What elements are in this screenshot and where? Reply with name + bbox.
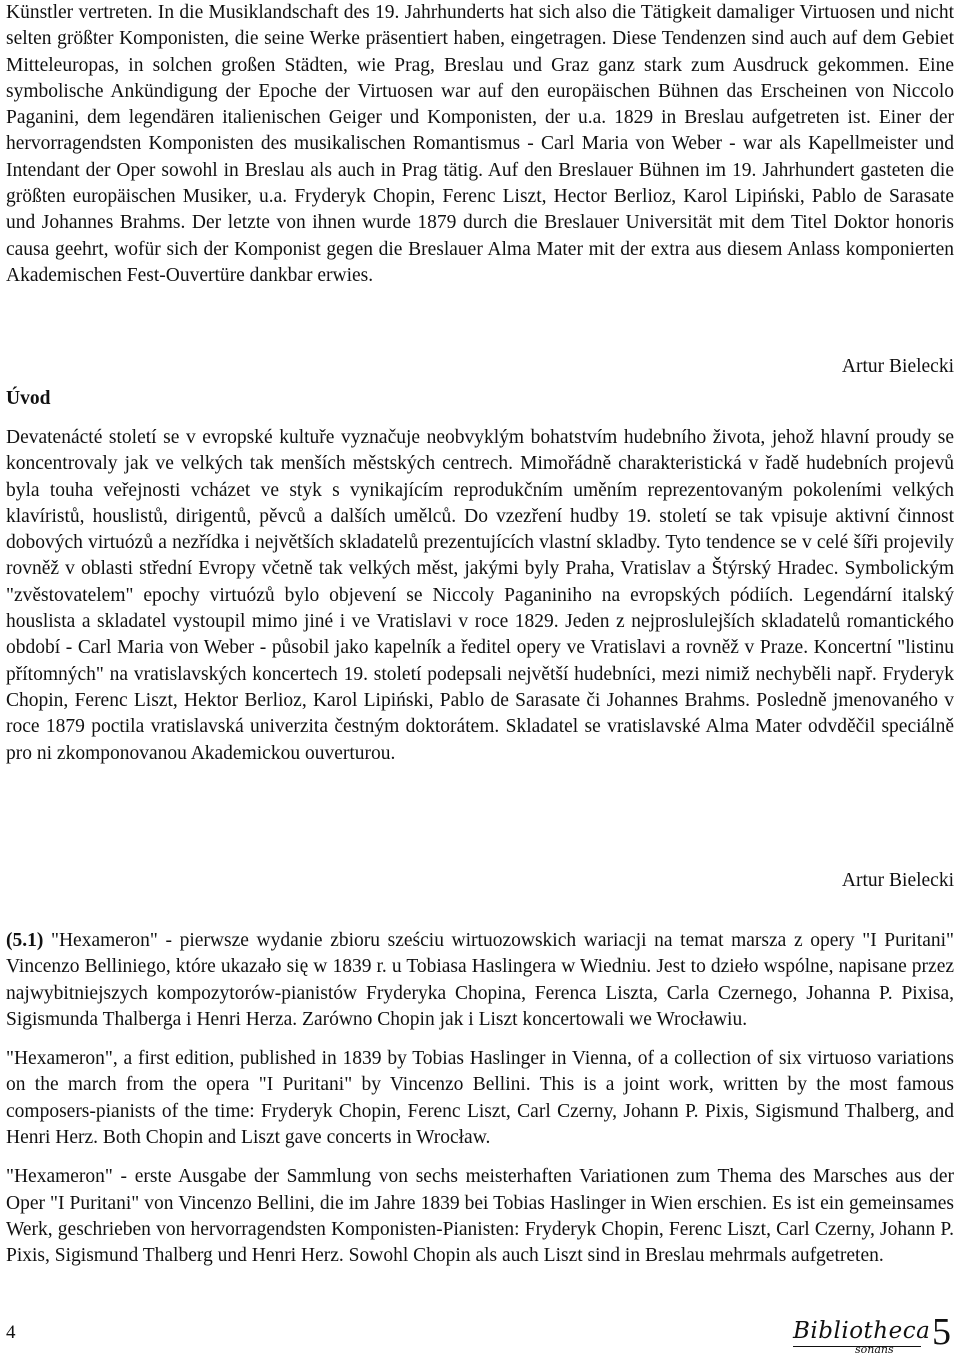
caption-number: (5.1) — [6, 930, 44, 951]
caption-polish-text: "Hexameron" - pierwsze wydanie zbioru sześciu wirtuozowskich wariacji na temat marsza z opery "I Puritani" Vincenzo Belliniego, które ukazało się w 1839 r. u Tobiasa Haslingera w Wiedniu. Jest to dzieło wspólne, napisane przez najwybitniejszych kompozytorów-pianistów Fryderyka Chopina, Ferenca Liszta, Carla Czernego, Johanna P. Pixisa, Sigismunda Thalberga i Henri Herza. Zarówno Chopin jak i Liszt koncertowali we Wrocławiu. — [6, 930, 955, 1030]
german-text-block — [6, 0, 954, 289]
page-number-left: 4 — [6, 1322, 16, 1343]
czech-paragraph: Devatenácté století se v evropské kultuře vyznačuje neobvyklým bohatstvím hudebního života, jehož hlavní proudy se koncentrovaly jak ve velkých tak menších městských centrech. Mimořádně charakteristická v řadě hudebních projevů byla touha veřejnosti vcházet ve styk s vynikajícím reprodukčním uměním reprezentovaným pokoleními velkých klavíristů, houslistů, dirigentů, pěvců a dalších umělců. Do vzezření hudby 19. století se tak vpisuje aktivní činnost dobových virtuózů a nezřídka i největších skladatelů prezentujících vlastní skladby. Tyto tendence se v celé šíři projevily rovněž v oblasti střední Evropy včetně tak velkých měst, jakými byly Praha, Vratislav a Štýrský Hradec. Symbolickým "zvěstovatelem" epochy virtuózů bylo objevení se Niccoly Paganiniho na evropských pódiích. Legendární italský houslista a skladatel vystoupil mimo jiné i ve Vratislavi v roce 1829. Jeden z nejproslulejších skladatelů romantického období - Carl Maria von Weber - působil jako kapelník a ředitel opery ve Vratislavi a rovněž v Praze. Koncertní "listinu přítomných" na vratislavských koncertech 19. století podepsali největší hudebníci, mezi nimiž nechyběli např. Fryderyk Chopin, Ferenc Liszt, Hektor Berlioz, Karol Lipiński, Pablo de Sarasate či Johannes Brahms. Posledně jmenovaného v roce 1879 poctila vratislavská univerzita čestným doktorátem. Skladatel se vratislavské Alma Mater odvděčil speciálně pro ni zkomponovanou Akademickou ouverturou. — [6, 427, 954, 764]
caption-english: "Hexameron", a first edition, published in 1839 by Tobias Haslinger in Vienna, of a collection of six virtuoso variations on the march from the opera "I Puritani" by Vincenzo Bellini. This is a joint work, written by the most famous composers-pianists of the time: Fryderyk Chopin, Ferenc Liszt, Carl Czerny, Johann P. Pixis, Sigismund Thalberg, and Henri Herz. Both Chopin and Liszt gave concerts in Wrocław. — [6, 1048, 954, 1149]
logo-text: Bibliotheca — [793, 1318, 931, 1344]
figure-caption-block — [6, 928, 954, 1283]
page-number-right: 5 — [932, 1311, 951, 1353]
caption-german: "Hexameron" - erste Ausgabe der Sammlung von sechs meisterhaften Variationen zum Thema des Marsches aus der Oper "I Puritani" von Vincenzo Bellini, die im Jahre 1839 bei Tobias Haslinger in Wien erschien. Es ist ein gemeinsames Werk, geschrieben von hervorragendsten Komponisten-Pianisten: Fryderyk Chopin, Ferenc Liszt, Carl Czerny, Johann P. Pixis, Sigismund Thalberg und Henri Herz. Sowohl Chopin als auch Liszt sind in Breslau mehrmals aufgetreten. — [6, 1166, 954, 1267]
logo-subtext: sonans — [855, 1343, 894, 1356]
signature-text: Artur Bielecki — [841, 356, 954, 377]
signature-text: Artur Bielecki — [841, 870, 954, 891]
czech-heading — [6, 386, 50, 412]
bibliotheca-sonans-logo — [793, 1311, 951, 1356]
caption-polish — [6, 928, 954, 1033]
section-heading-uvod: Úvod — [6, 388, 51, 409]
document-page — [6, 0, 954, 1358]
author-signature-german — [6, 354, 954, 380]
author-signature-czech — [6, 868, 954, 894]
german-paragraph: Künstler vertreten. In die Musiklandschaft des 19. Jahrhunderts hat sich also die Tätigkeit damaliger Virtuosen und nicht selten größter Komponisten, die seine Werke präsentiert haben, eingetragen. Diese Tendenzen sind auch auf dem Gebiet Mitteleuropas, in solchen großen Städten, wie Prag, Breslau und Graz ganz stark zum Ausdruck gekommen. Eine symbolische Ankündigung der Epoche der Virtuosen war auf den europäischen Bühnen das Erscheinen von Niccolo Paganini, dem legendären italienischen Geiger und Komponisten, der u.a. 1829 in Breslau aufgetreten ist. Einer der hervorragendsten Komponisten des musikalischen Romantismus - Carl Maria von Weber - war als Kapellmeister und Intendant der Oper sowohl in Breslau als auch in Prag tätig. Auf den Breslauer Bühnen im 19. Jahrhundert gasteten die größten europäischen Musiker, u.a. Fryderyk Chopin, Ferenc Liszt, Hector Berlioz, Karol Lipiński, Pablo de Sarasate und Johannes Brahms. Der letzte von ihnen wurde 1879 durch die Breslauer Universität mit dem Titel Doktor honoris causa geehrt, wofür sich der Komponist gegen die Breslauer Alma Mater mit der extra aus diesem Anlass komponierten Akademischen Fest-Ouvertüre dankbar erwies. — [6, 2, 954, 286]
czech-text-block — [6, 425, 954, 767]
